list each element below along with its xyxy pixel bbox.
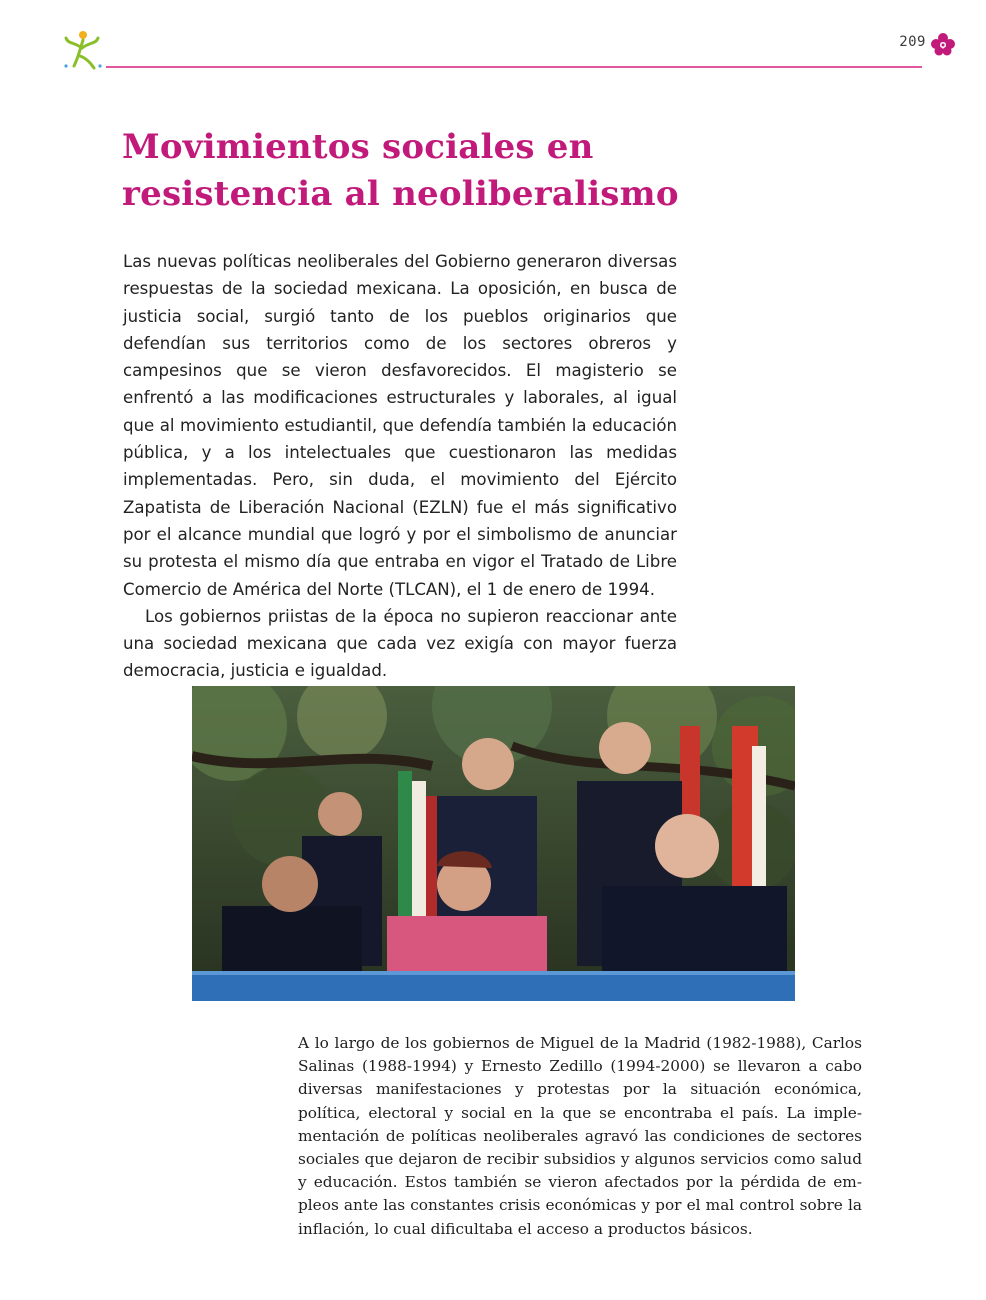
photo-treaty-signing — [192, 686, 795, 1001]
body-paragraph: Los gobiernos priistas de la época no supieron reaccionar ante una sociedad mexicana que cada vez exigía con mayor fuerza democracia, justicia e igualdad. — [123, 606, 677, 681]
flower-ornament-icon — [930, 32, 956, 56]
article-body — [123, 248, 677, 685]
article-title: Movimientos sociales en resistencia al neoliberalismo — [122, 127, 679, 214]
sprout-figure-icon — [60, 28, 106, 74]
caption-text: A lo largo de los gobiernos de Miguel de la Madrid (1982-1988), Carlos Salinas (1988-1994) y Ernesto Zedillo (1994-2000) se llevaron a cabo diversas manifestaciones y protestas por la situación económica, política, electoral y social en la que se encontraba el país. La implementación de políticas neoliberales agravó las condiciones de sectores sociales que dejaron de recibir subsidios y algunos servicios como salud y educación. Estos también se vieron afectados por la pérdida de empleos ante las constantes crisis económicas y por el mal control sobre la inflación, lo cual dificultaba el acceso a productos básicos. — [298, 1034, 862, 1238]
photo-caption — [298, 1032, 862, 1241]
header-rule — [106, 66, 922, 68]
page-number: 209 — [899, 34, 926, 50]
body-paragraph: Las nuevas políticas neoliberales del Gobierno generaron diversas respuestas de la sociedad mexicana. La oposición, en busca de justicia social, surgió tanto de los pueblos originarios que defendían sus territorios como de los sectores obreros y campesinos que se vieron desfavorecidos. El magisterio se enfrentó a las modificaciones estructurales y laborales, al igual que al movimiento estudiantil, que defendía también la educación pública, y a los intelectuales que cuestionaron las medidas implementadas. Pero, sin duda, el movimiento del Ejército Zapatista de Liberación Nacional (EZLN) fue el más significativo por el alcance mundial que logró y por el simbolismo de anunciar su protesta el mismo día que entraba en vigor el Tratado de Libre Comercio de América del Norte (TLCAN), el 1 de enero de 1994. — [123, 252, 677, 599]
